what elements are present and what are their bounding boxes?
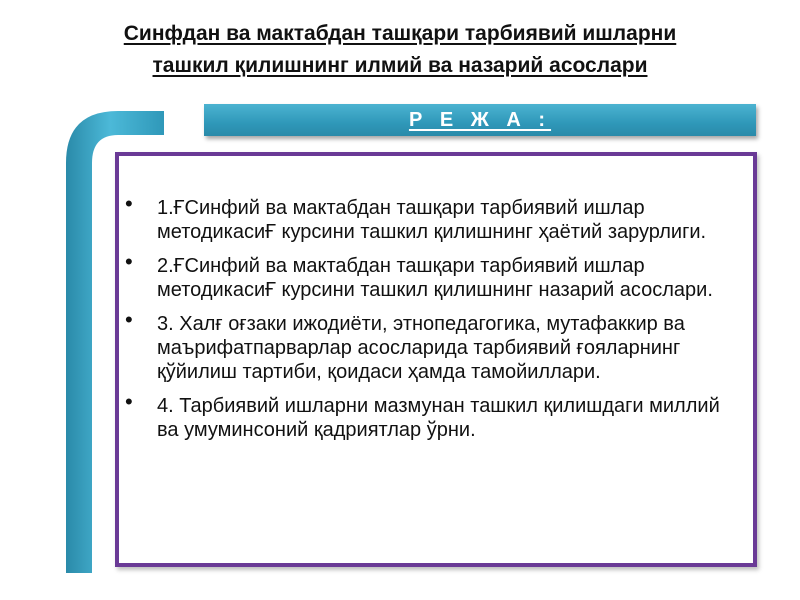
content-box [115,152,757,567]
list-item-text: 2.ҒСинфий ва мактабдан ташқари тарбиявий ишлар методикасиҒ курсини ташкил қилишнинг назарий асослари. [157,255,713,301]
list-item-text: 1.ҒСинфий ва мактабдан ташқари тарбиявий ишлар методикасиҒ курсини ташкил қилишнинг ҳаётий зарурлиги. [157,197,707,243]
list-item-text: 3. Халғ оғзаки ижодиёти, этнопедагогика, мутафаккир ва маърифатпарварлар асосларида тарбиявий ғояларнинг қўйилиш тартиби, қоидаси ҳамда тамойиллари. [157,313,685,383]
bullet-icon: • [125,249,133,274]
list-item [119,389,753,442]
list-item [119,307,753,384]
title-line-2: ташкил қилишнинг илмий ва назарий асослари [152,54,648,77]
plan-header-bar [204,104,756,136]
slide-title [0,18,800,82]
title-line-1: Синфдан ва мактабдан ташқари тарбиявий ишларни [123,22,677,45]
bullet-list [119,191,753,452]
list-item [119,191,753,244]
plan-header-label: Р Е Ж А : [408,109,552,131]
bullet-icon: • [125,307,133,332]
bullet-icon: • [125,191,133,216]
list-item-text: 4. Тарбиявий ишларни мазмунан ташкил қилишдаги миллий ва умуминсоний қадриятлар ўрни. [157,395,720,441]
list-item [119,249,753,302]
bullet-icon: • [125,389,133,414]
